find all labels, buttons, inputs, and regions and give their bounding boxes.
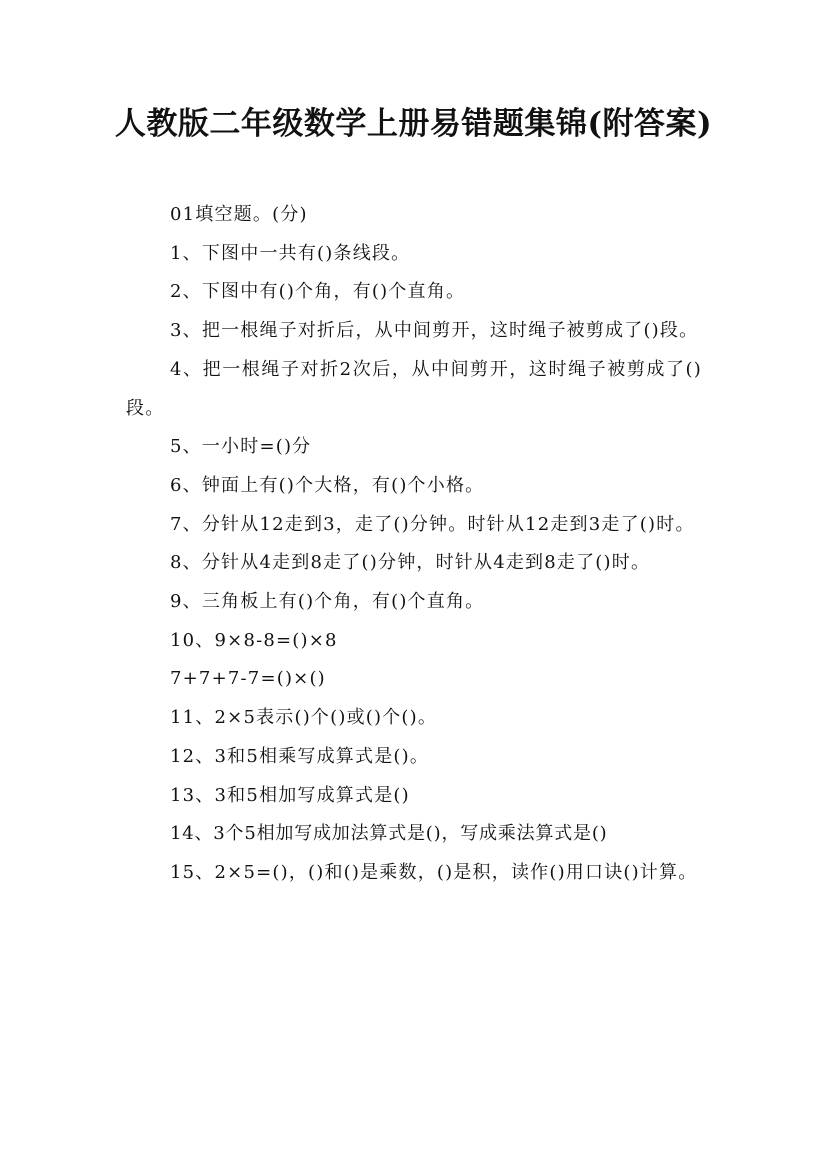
- question-13: 13、3和5相加写成算式是(): [170, 784, 410, 806]
- question-7: 7、分针从12走到3，走了()分钟。时针从12走到3走了()时。: [170, 513, 695, 535]
- question-5: 5、一小时=()分: [170, 436, 312, 458]
- question-14: 14、3个5相加写成加法算式是()，写成乘法算式是(): [170, 823, 608, 845]
- question-12: 12、3和5相乘写成算式是()。: [170, 745, 430, 767]
- question-9: 9、三角板上有()个角，有()个直角。: [170, 591, 485, 613]
- question-8: 8、分针从4走到8走了()分钟，时针从4走到8走了()时。: [170, 552, 651, 574]
- question-2: 2、下图中有()个角，有()个直角。: [170, 281, 466, 303]
- question-10: 10、9×8-8=()×8: [170, 629, 338, 651]
- document-title: 人教版二年级数学上册易错题集锦(附答案): [114, 106, 713, 142]
- question-6: 6、钟面上有()个大格，有()个小格。: [170, 474, 485, 496]
- question-4: 4、把一根绳子对折2次后，从中间剪开，这时绳子被剪成了()段。: [126, 358, 702, 419]
- question-3: 3、把一根绳子对折后，从中间剪开，这时绳子被剪成了()段。: [170, 320, 699, 342]
- question-1: 1、下图中一共有()条线段。: [170, 242, 411, 264]
- question-11: 11、2×5表示()个()或()个()。: [170, 707, 438, 729]
- document-body: [126, 196, 702, 893]
- question-15: 15、2×5=()，()和()是乘数，()是积，读作()用口诀()计算。: [170, 861, 698, 883]
- section-heading: 01填空题。(分): [170, 204, 308, 225]
- question-10-part-2: 7+7+7-7=()×(): [170, 668, 326, 690]
